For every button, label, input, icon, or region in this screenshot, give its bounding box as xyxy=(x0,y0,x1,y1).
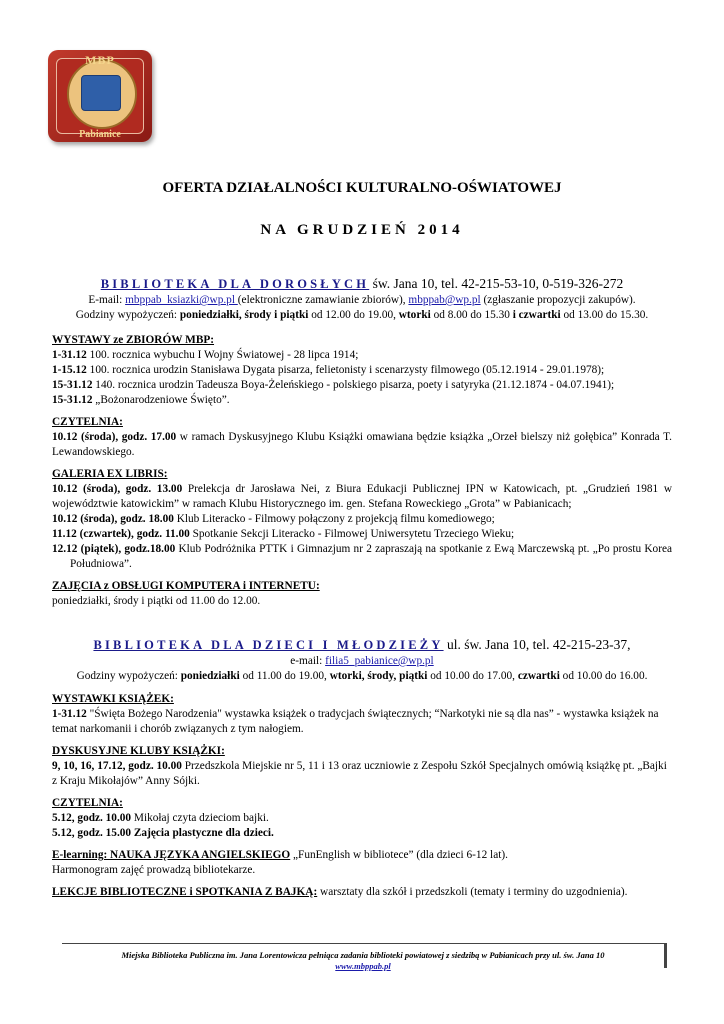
page-subtitle: NA GRUDZIEŃ 2014 xyxy=(260,222,464,238)
book-displays-heading: WYSTAWKI KSIĄŻEK: xyxy=(52,693,174,705)
book-clubs-heading: DYSKUSYJNE KLUBY KSIĄŻKI: xyxy=(52,745,225,757)
email-link-books[interactable]: mbppab_ksiazki@wp.pl xyxy=(125,294,238,306)
hours-days: wtorki xyxy=(398,309,431,321)
elearning-note: Harmonogram zajęć prowadzą bibliotekarze. xyxy=(52,864,256,876)
library-logo xyxy=(48,50,152,142)
hours-label: Godziny wypożyczeń: xyxy=(76,670,181,682)
elearning-heading: E-learning: NAUKA JĘZYKA ANGIELSKIEGO xyxy=(52,849,291,861)
kids-library-section xyxy=(52,636,672,900)
kids-library-name: BIBLIOTEKA DLA DZIECI I MŁODZIEŻY xyxy=(93,638,444,652)
list-item: 1-31.12 100. rocznica wybuchu I Wojny Światowej - 28 lipca 1914; xyxy=(52,349,359,361)
kids-library-header xyxy=(52,636,672,654)
email-label: e-mail: xyxy=(290,655,326,667)
footer-text: Miejska Biblioteka Publiczna im. Jana Lorentowicza pełniąca zadania biblioteki powiatowej z siedzibą w Pabianicach przy ul. św. Jana 10 xyxy=(121,950,605,960)
list-item: 11.12 (czwartek), godz. 11.00 Spotkanie Sekcji Literacko - Filmowej Uniwersytetu Trzeciego Wieku; xyxy=(52,528,515,540)
kids-hours-line xyxy=(52,669,672,684)
email-link-main[interactable]: mbppab@wp.pl xyxy=(408,294,481,306)
adult-library-section xyxy=(52,275,672,609)
list-item: 1-15.12 100. rocznica urodzin Stanisława Dygata pisarza, felietonisty i scenarzysty filmowego (05.12.1914 - 29.01.1978); xyxy=(52,364,605,376)
computer-classes-text: poniedziałki, środy i piątki od 11.00 do 12.00. xyxy=(52,595,261,607)
email-label: E-mail: xyxy=(88,294,126,306)
hours-label: Godziny wypożyczeń: xyxy=(75,309,180,321)
list-item: 10.12 (środa), godz. 18.00 Klub Literacko - Filmowy połączony z projekcją filmu komediowego; xyxy=(52,513,495,525)
adult-library-address: św. Jana 10, tel. 42-215-53-10, 0-519-326-272 xyxy=(369,276,624,291)
hours-days: czwartki xyxy=(517,670,560,682)
logo-top-text: MBP xyxy=(85,53,115,67)
list-item: 10.12 (środa), godz. 17.00 w ramach Dyskusyjnego Klubu Książki omawiana będzie książka „Orzeł bielszy niż gołębica” Konrada T. Lewandowskiego. xyxy=(52,431,672,458)
hours-time: od 8.00 do 15.30 xyxy=(430,309,513,321)
page-title: OFERTA DZIAŁALNOŚCI KULTURALNO-OŚWIATOWEJ xyxy=(162,180,562,196)
list-item: 9, 10, 16, 17.12, godz. 10.00 Przedszkola Miejskie nr 5, 11 i 13 oraz uczniowie z Zespołu Szkół Specjalnych omówią książkę pt. „Bajki z Kraju Mikołajów” Anny Sójki. xyxy=(52,760,667,787)
adult-email-line xyxy=(52,293,672,308)
hours-days: poniedziałki, środy i piątki xyxy=(179,309,309,321)
hours-days: i czwartki xyxy=(512,309,561,321)
kids-library-address: ul. św. Jana 10, tel. 42-215-23-37, xyxy=(443,637,631,652)
list-item: 5.12, godz. 15.00 Zajęcia plastyczne dla dzieci. xyxy=(52,827,274,839)
lessons-line: LEKCJE BIBLIOTECZNE i SPOTKANIA Z BAJKĄ: warsztaty dla szkół i przedszkoli (tematy i terminy do uzgodnienia). xyxy=(52,886,628,898)
hours-days: poniedziałki xyxy=(180,670,240,682)
exhibitions-heading: WYSTAWY ze ZBIORÓW MBP: xyxy=(52,334,215,346)
email-note: (zgłaszanie propozycji zakupów). xyxy=(480,294,636,306)
computer-classes-heading: ZAJĘCIA z OBSŁUGI KOMPUTERA i INTERNETU: xyxy=(52,580,320,592)
reading-room-heading: CZYTELNIA: xyxy=(52,416,123,428)
list-item: 12.12 (piątek), godz.18.00 Klub Podróżnika PTTK i Gimnazjum nr 2 zapraszają na spotkanie z Ewą Marczewską pt. „Po prostu Korea Południowa”. xyxy=(52,543,672,570)
elearning-line: E-learning: NAUKA JĘZYKA ANGIELSKIEGO „FunEnglish w bibliotece” (dla dzieci 6-12 lat). xyxy=(52,849,508,861)
list-item: 10.12 (środa), godz. 13.00 Prelekcja dr Jarosława Nei, z Biura Edukacji Publicznej IPN w Katowicach, pt. „Grudzień 1981 w województwie katowickim” w ramach Klubu Historycznego im. gen. Stefana Roweckiego „Grota” w Pabianicach; xyxy=(52,483,672,510)
email-link-kids[interactable]: filia5_pabianice@wp.pl xyxy=(325,655,434,667)
hours-days: wtorki, środy, piątki xyxy=(329,670,428,682)
footer-website-link[interactable]: www.mbppab.pl xyxy=(335,961,391,971)
hours-time: od 13.00 do 15.30. xyxy=(560,309,649,321)
adult-library-header xyxy=(52,275,672,293)
hours-time: od 10.00 do 16.00. xyxy=(559,670,648,682)
list-item: 15-31.12 140. rocznica urodzin Tadeusza Boya-Żeleńskiego - polskiego pisarza, poety i satyryka (21.12.1874 - 04.07.1941); xyxy=(52,379,615,391)
hours-time: od 10.00 do 17.00, xyxy=(427,670,518,682)
list-item: 15-31.12 „Bożonarodzeniowe Święto”. xyxy=(52,394,230,406)
footer xyxy=(62,950,664,972)
kids-reading-room-heading: CZYTELNIA: xyxy=(52,797,123,809)
adult-hours-line xyxy=(52,308,672,323)
kids-email-line xyxy=(52,654,672,669)
lessons-heading: LEKCJE BIBLIOTECZNE i SPOTKANIA Z BAJKĄ: xyxy=(52,886,318,898)
hours-time: od 12.00 do 19.00, xyxy=(308,309,399,321)
list-item: 5.12, godz. 10.00 Mikołaj czyta dzieciom bajki. xyxy=(52,812,269,824)
email-note: (elektroniczne zamawianie zbiorów), xyxy=(237,294,409,306)
book-emblem-icon xyxy=(67,59,137,129)
logo-bottom-text: Pabianice xyxy=(79,129,121,140)
gallery-heading: GALERIA EX LIBRIS: xyxy=(52,468,168,480)
adult-library-name: BIBLIOTEKA DLA DOROSŁYCH xyxy=(100,277,370,291)
list-item: 1-31.12 "Święta Bożego Narodzenia" wystawka książek o tradycjach świątecznych; “Narkotyki nie są dla nas” - wystawka książek na temat narkomanii i chorób związanych z tym nałogiem. xyxy=(52,708,659,735)
hours-time: od 11.00 do 19.00, xyxy=(239,670,330,682)
